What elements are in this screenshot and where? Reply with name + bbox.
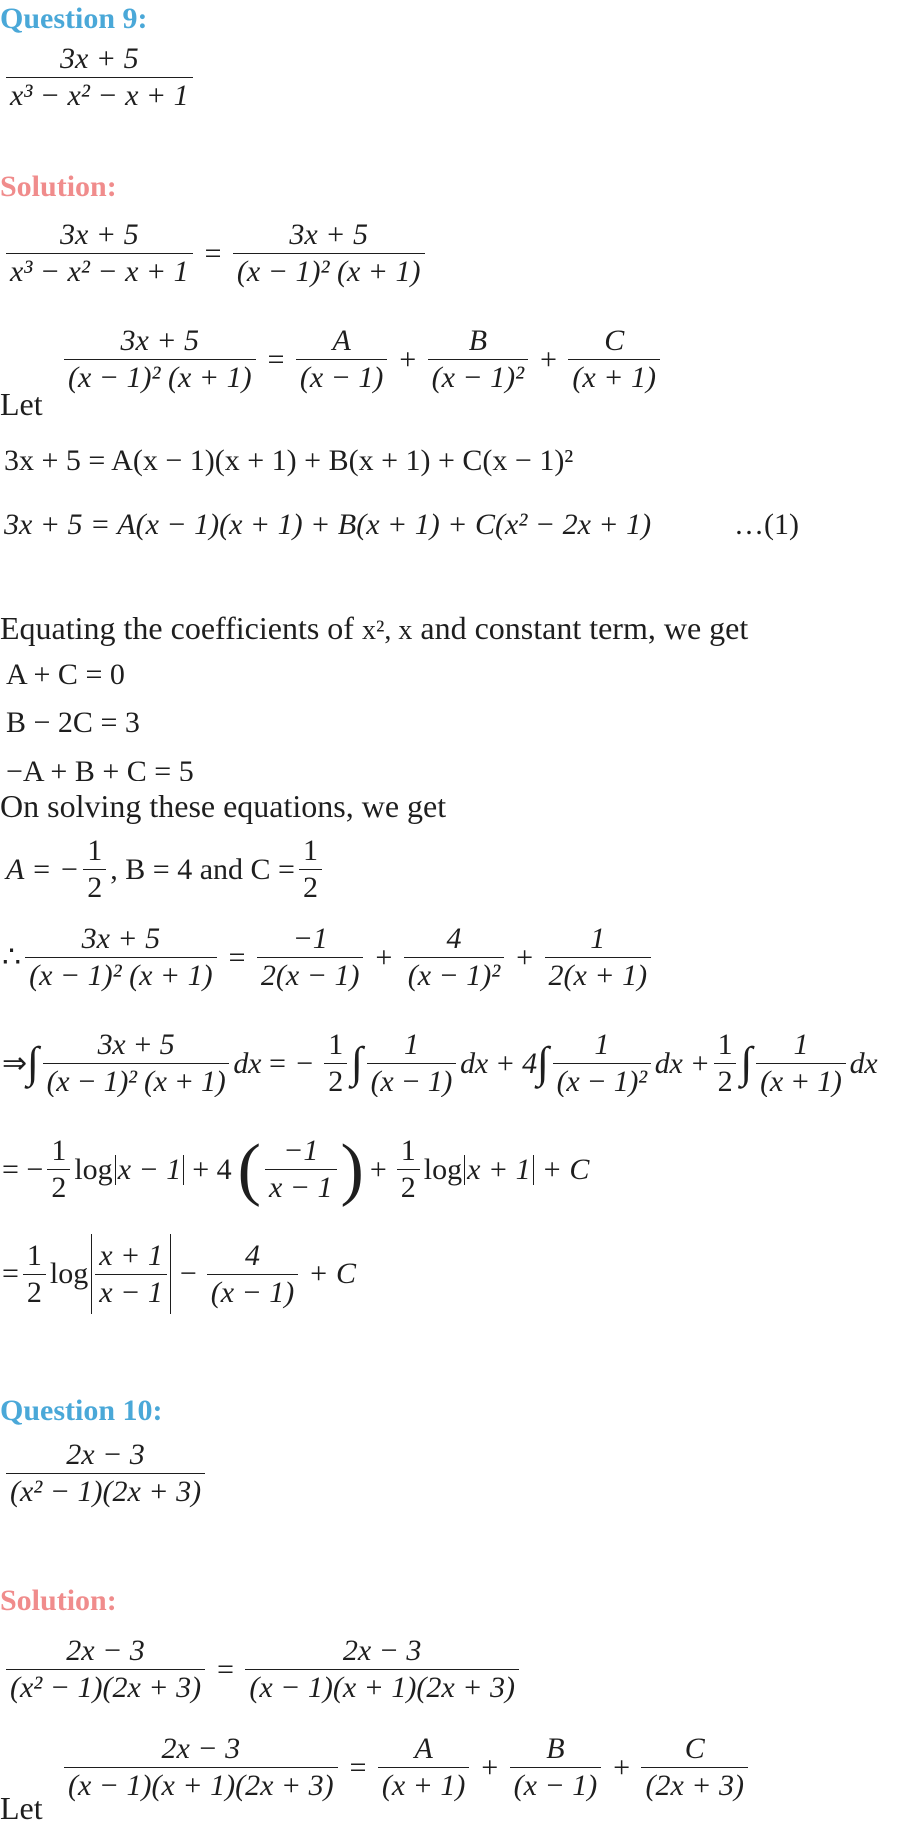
equation-tag: …(1): [734, 508, 799, 541]
integral-step: ⇒ ∫ $\frac{3x + 5}{\text{(x − 1)² (x + 1)}}$ dx = − $\frac{1}{2}$ ∫ $\frac{1}{(x - 1)}$ dx + 4 ∫ $\frac{1}{\text{(x − 1)²}}$ dx + $\frac{1}{2}$ ∫ $\frac{1}{(x + 1)}$ dx: [2, 1030, 878, 1097]
system-eq-1: A + C = 0: [6, 658, 125, 691]
q10-decomposition-step-1: $\frac{2x - 3}{\text{(x² − 1)(2x + 3)}}$ = $\frac{2x - 3}{(x - 1)(x + 1)(2x + 3)}$: [2, 1636, 523, 1703]
equating-text: Equating the coefficients of x², x and constant term, we get: [0, 610, 749, 646]
integral-result-2: = $\frac{1}{2}$ log $\frac{x + 1}{x - 1}$ − $\frac{4}{(x - 1)}$ + C: [2, 1234, 362, 1314]
solution-values: A = − $\frac{1}{2}$ , B = 4 and C = $\frac{1}{2}$: [6, 836, 326, 903]
expansion-equation-2: 3x + 5 = A(x − 1)(x + 1) + B(x + 1) + C(x² − 2x + 1) …(1): [4, 508, 799, 541]
expansion-equation-1: 3x + 5 = A(x − 1)(x + 1) + B(x + 1) + C(x − 1)²: [4, 444, 574, 477]
decomposition-step-1: $\frac{3x + 5}{\text{x³ − x² − x + 1}}$ = $\frac{3x + 5}{\text{(x − 1)² (x + 1)}}$: [2, 220, 429, 287]
solving-text: On solving these equations, we get: [0, 788, 447, 824]
question-9-expression: [2, 44, 197, 111]
question-9-heading: Question 9:: [0, 2, 148, 35]
partial-fraction-setup: $\frac{3x + 5}{\text{(x − 1)² (x + 1)}}$ = $\frac{A}{(x - 1)}$ + $\frac{B}{\text{(x − 1)²}}$ + $\frac{C}{(x + 1)}$: [60, 326, 664, 393]
decomposition-result: ∴ $\frac{3x + 5}{\text{(x − 1)² (x + 1)}}$ = $\frac{-1}{2(x - 1)}$ + $\frac{4}{\text{(x − 1)²}}$ + $\frac{1}{2(x + 1)}$: [2, 924, 655, 991]
let-label-10: Let: [0, 1790, 43, 1826]
question-10-expression: [2, 1440, 209, 1507]
solution-heading: Solution:: [0, 170, 117, 203]
let-label: Let: [0, 386, 43, 422]
system-eq-2: B − 2C = 3: [6, 706, 140, 739]
system-eq-3: −A + B + C = 5: [6, 757, 194, 781]
fraction: $\frac{2x - 3}{\text{(x² − 1)(2x + 3)}}$: [6, 1440, 205, 1507]
fraction: $\frac{3x + 5}{\text{x³ − x² − x + 1}}$: [6, 44, 193, 111]
q10-partial-fraction-setup: $\frac{2x - 3}{(x - 1)(x + 1)(2x + 3)}$ = $\frac{A}{(x + 1)}$ + $\frac{B}{(x - 1)}$ + $\frac{C}{(2x + 3)}$: [60, 1734, 752, 1801]
question-10-heading: Question 10:: [0, 1394, 163, 1427]
integral-result-1: = − $\frac{1}{2}$ log x − 1 + 4 ( $\frac{-1}{x - 1}$ ) + $\frac{1}{2}$ log x + 1 + C: [2, 1131, 590, 1208]
solution-heading-10: Solution:: [0, 1584, 117, 1617]
